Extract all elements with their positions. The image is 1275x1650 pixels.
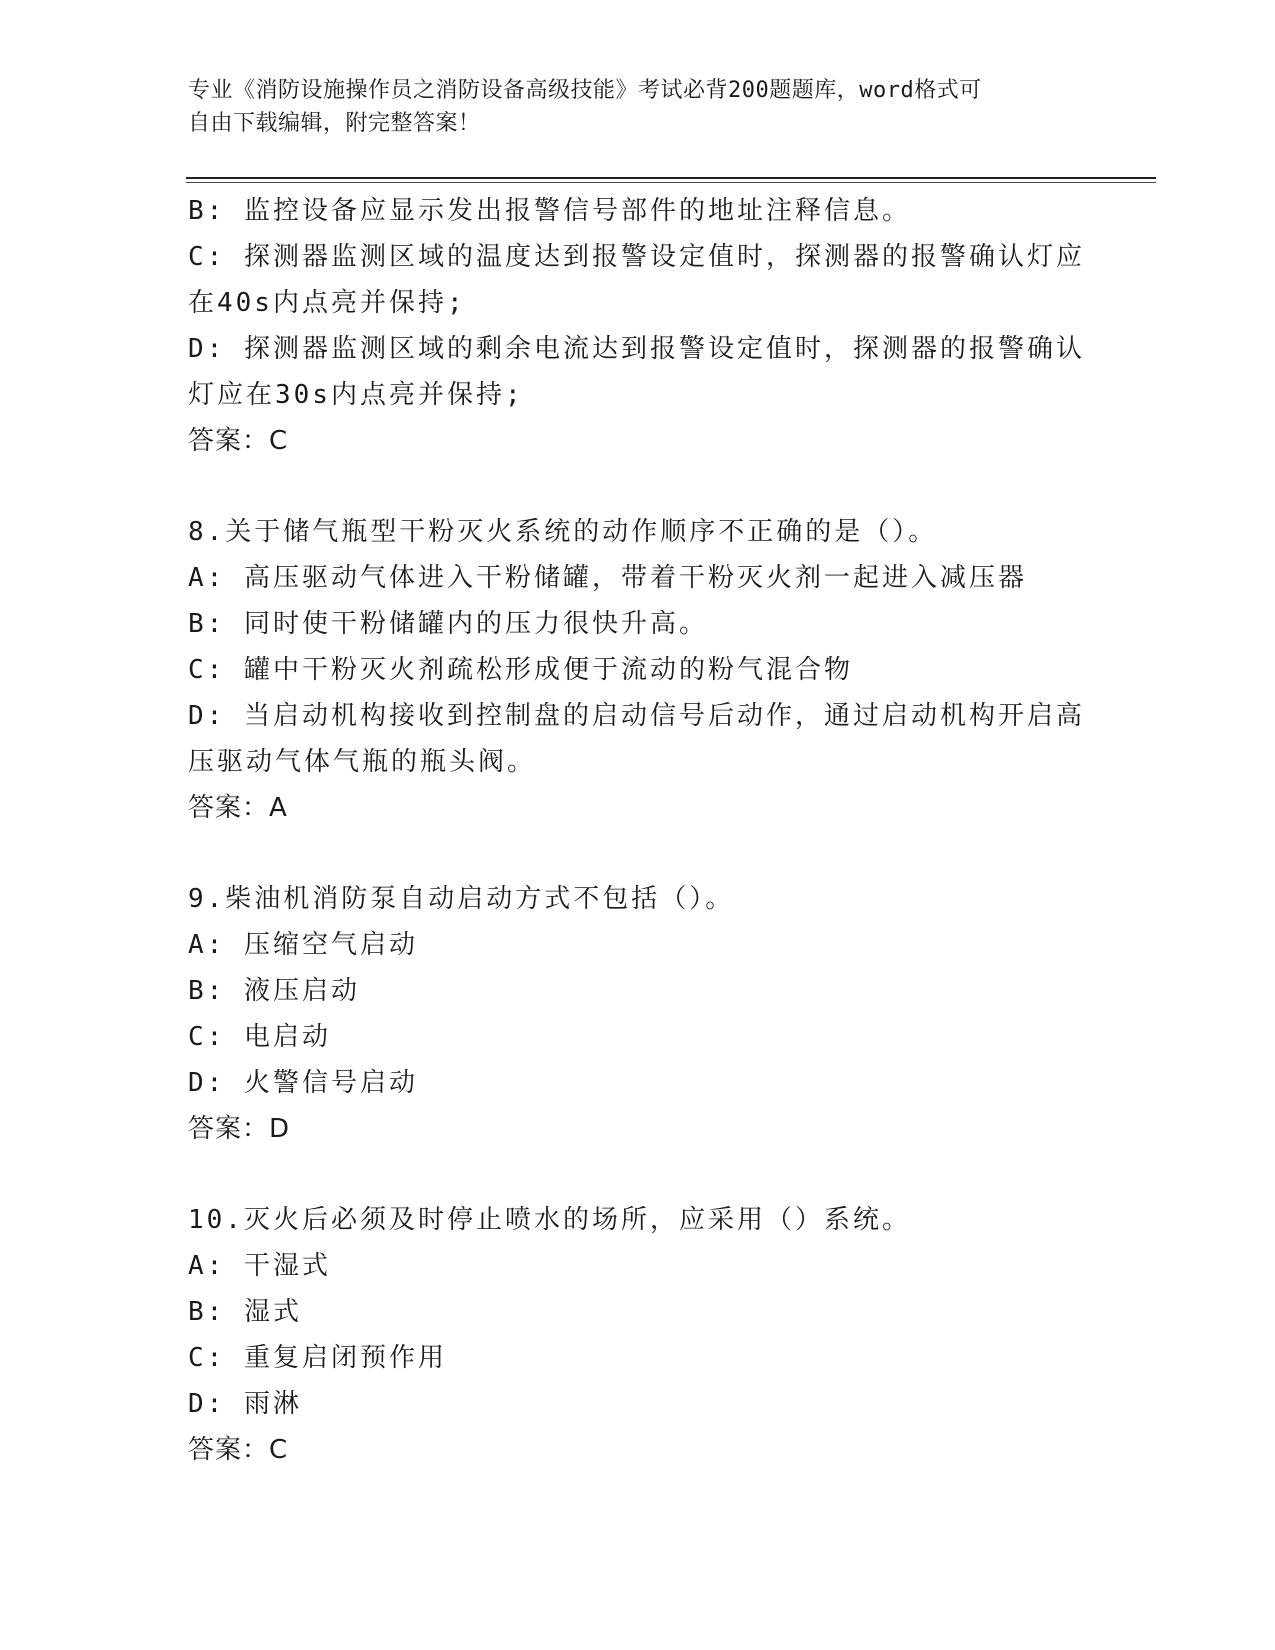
question-block-7 bbox=[188, 188, 1088, 464]
option-a: A: 干湿式 bbox=[188, 1251, 331, 1281]
header-title-line-1: 专业《消防设施操作员之消防设备高级技能》考试必背200题题库，word格式可 bbox=[188, 78, 982, 103]
option-c: C: 罐中干粉灭火剂疏松形成便于流动的粉气混合物 bbox=[188, 655, 853, 685]
option-d-line-1: D: 当启动机构接收到控制盘的启动信号后动作，通过启动机构开启高 bbox=[188, 701, 1085, 731]
header-title-line-2: 自由下载编辑，附完整答案！ bbox=[188, 111, 481, 136]
spacer bbox=[188, 1152, 1088, 1197]
answer: 答案：C bbox=[188, 426, 289, 456]
document-body bbox=[188, 188, 1088, 1473]
question-block-9 bbox=[188, 876, 1088, 1152]
answer: 答案：C bbox=[188, 1435, 289, 1465]
spacer bbox=[188, 831, 1088, 876]
option-d-line-2: 灯应在30s内点亮并保持; bbox=[188, 380, 524, 410]
header-divider-thick bbox=[186, 177, 1156, 179]
option-d-line-1: D: 探测器监测区域的剩余电流达到报警设定值时，探测器的报警确认 bbox=[188, 334, 1085, 364]
answer: 答案：D bbox=[188, 1114, 291, 1144]
option-c: C: 电启动 bbox=[188, 1022, 331, 1052]
option-c-line-2: 在40s内点亮并保持; bbox=[188, 288, 466, 318]
document-header bbox=[188, 74, 1068, 140]
question-block-10 bbox=[188, 1197, 1088, 1473]
option-b: B: 同时使干粉储罐内的压力很快升高。 bbox=[188, 609, 708, 639]
option-b: B: 监控设备应显示发出报警信号部件的地址注释信息。 bbox=[188, 196, 911, 226]
option-d: D: 火警信号启动 bbox=[188, 1068, 418, 1098]
spacer bbox=[188, 464, 1088, 509]
option-b: B: 湿式 bbox=[188, 1297, 302, 1327]
option-a: A: 高压驱动气体进入干粉储罐，带着干粉灭火剂一起进入减压器 bbox=[188, 563, 1027, 593]
option-c-line-1: C: 探测器监测区域的温度达到报警设定值时，探测器的报警确认灯应 bbox=[188, 242, 1085, 272]
question-text: 9.柴油机消防泵自动启动方式不包括（）。 bbox=[188, 884, 735, 914]
question-block-8 bbox=[188, 509, 1088, 831]
option-d-line-2: 压驱动气体气瓶的瓶头阀。 bbox=[188, 747, 537, 777]
question-text: 10.灭火后必须及时停止喷水的场所，应采用（）系统。 bbox=[188, 1205, 911, 1235]
option-a: A: 压缩空气启动 bbox=[188, 930, 418, 960]
option-b: B: 液压启动 bbox=[188, 976, 360, 1006]
question-text: 8.关于储气瓶型干粉灭火系统的动作顺序不正确的是（）。 bbox=[188, 517, 938, 547]
option-c: C: 重复启闭预作用 bbox=[188, 1343, 447, 1373]
header-divider-thin bbox=[186, 182, 1156, 183]
answer: 答案：A bbox=[188, 793, 288, 823]
option-d: D: 雨淋 bbox=[188, 1389, 302, 1419]
